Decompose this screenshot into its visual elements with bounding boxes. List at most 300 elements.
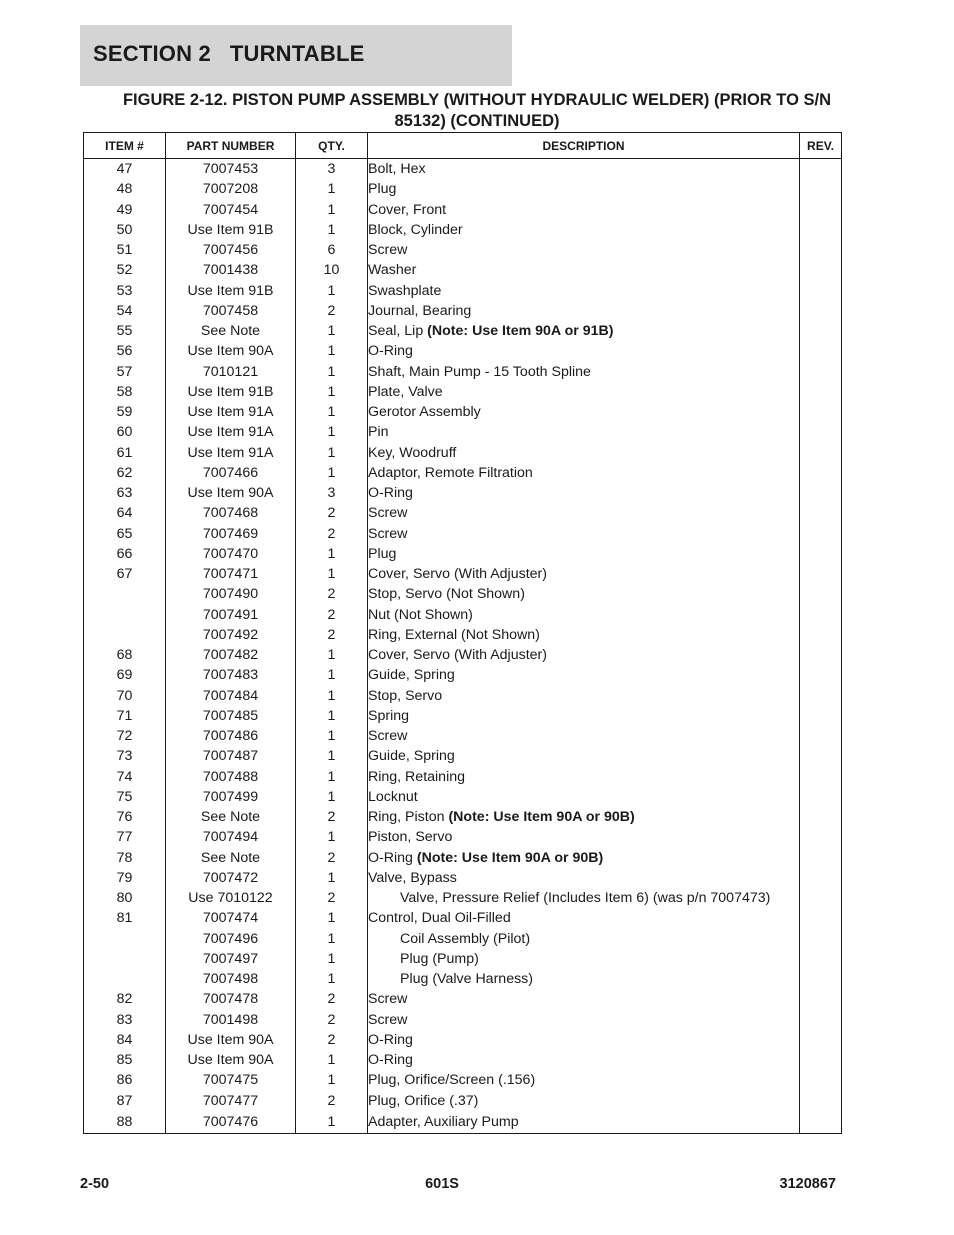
table-row [84,929,842,949]
item-cell: 67 [84,564,166,584]
table-row [84,584,842,604]
item-cell: 59 [84,402,166,422]
part-number-cell: 7007208 [166,179,296,199]
qty-cell: 1 [296,281,368,301]
qty-cell: 1 [296,868,368,888]
table-row [84,665,842,685]
header-part-number: PART NUMBER [166,133,296,159]
description-text: Key, Woodruff [368,444,457,461]
part-number-cell: 7007484 [166,686,296,706]
description-cell [368,443,800,463]
rev-cell [800,969,842,989]
figure-title-line-1: FIGURE 2-12. PISTON PUMP ASSEMBLY (WITHOUT HYDRAULIC WELDER) (PRIOR TO S/N [122,91,832,109]
qty-cell: 2 [296,888,368,908]
table-row [84,463,842,483]
description-note: (Note: Use Item 90A or 91B) [427,323,614,339]
rev-cell [800,584,842,604]
rev-cell [800,605,842,625]
part-number-cell: 7007475 [166,1070,296,1090]
description-cell [368,301,800,321]
item-cell: 73 [84,746,166,766]
description-cell [368,483,800,503]
qty-cell: 1 [296,422,368,442]
table-row [84,422,842,442]
table-row [84,341,842,361]
description-cell [368,281,800,301]
table-row [84,969,842,989]
rev-cell [800,949,842,969]
description-text: Gerotor Assembly [368,404,481,420]
table-row [84,1111,842,1134]
description-cell [368,625,800,645]
item-cell: 49 [84,200,166,220]
description-cell [368,159,800,180]
description-cell [368,969,800,989]
qty-cell: 1 [296,645,368,665]
table-row [84,544,842,564]
description-text: Plug, Orifice (.37) [368,1092,479,1109]
part-number-cell: 7007483 [166,665,296,685]
description-text: Ring, External (Not Shown) [368,626,540,643]
qty-cell: 1 [296,746,368,766]
rev-cell [800,888,842,908]
rev-cell [800,706,842,726]
qty-cell: 2 [296,848,368,868]
description-text: Block, Cylinder [368,221,463,238]
rev-cell [800,362,842,382]
description-text: Bolt, Hex [368,161,426,177]
table-row [84,260,842,280]
table-row [84,787,842,807]
description-cell [368,686,800,706]
description-cell [368,1010,800,1030]
rev-cell [800,341,842,361]
part-number-cell: 7007499 [166,787,296,807]
part-number-cell: 7007491 [166,605,296,625]
description-text: Plug [368,545,397,562]
part-number-cell: 7007496 [166,929,296,949]
table-row [84,767,842,787]
part-number-cell: 7007486 [166,726,296,746]
item-cell: 64 [84,503,166,523]
description-text: Valve, Pressure Relief (Includes Item 6) (was p/n 7007473) [400,890,771,906]
rev-cell [800,686,842,706]
item-cell: 71 [84,706,166,726]
section-header [80,25,512,86]
figure-title-line-2: 85132) (CONTINUED) [394,112,560,130]
part-number-cell: 7007458 [166,301,296,321]
qty-cell: 6 [296,240,368,260]
qty-cell: 1 [296,179,368,199]
description-text: Stop, Servo (Not Shown) [368,586,525,603]
description-cell [368,422,800,442]
description-text: Spring [368,707,410,724]
rev-cell [800,200,842,220]
description-cell [368,1111,800,1134]
item-cell: 82 [84,989,166,1009]
description-text: Adapter, Auxiliary Pump [368,1113,519,1130]
item-cell: 53 [84,281,166,301]
qty-cell: 1 [296,969,368,989]
description-text: Plug [368,181,397,198]
qty-cell: 1 [296,767,368,787]
description-cell [368,848,800,868]
rev-cell [800,645,842,665]
description-cell [368,1030,800,1050]
description-cell [368,908,800,928]
description-text: Screw [368,728,408,744]
rev-cell [800,1010,842,1030]
description-text: Cover, Front [368,201,447,218]
qty-cell: 2 [296,1091,368,1111]
rev-cell [800,787,842,807]
description-text: Plate, Valve [368,383,443,400]
description-text: Pin [368,424,389,441]
table-row [84,220,842,240]
table-row [84,605,842,625]
table-row [84,1070,842,1090]
item-cell: 65 [84,524,166,544]
item-cell [84,929,166,949]
rev-cell [800,1091,842,1111]
description-cell [368,726,800,746]
rev-cell [800,463,842,483]
rev-cell [800,503,842,523]
item-cell: 80 [84,888,166,908]
qty-cell: 1 [296,382,368,402]
rev-cell [800,989,842,1009]
description-cell [368,807,800,827]
description-cell [368,767,800,787]
description-text: Screw [368,505,408,522]
part-number-cell: 7007494 [166,827,296,847]
qty-cell: 1 [296,1050,368,1070]
rev-cell [800,827,842,847]
qty-cell: 2 [296,605,368,625]
part-number-cell: 7007497 [166,949,296,969]
description-cell [368,827,800,847]
part-number-cell: 7007471 [166,564,296,584]
item-cell: 76 [84,807,166,827]
item-cell: 84 [84,1030,166,1050]
qty-cell: 1 [296,220,368,240]
header-rev: REV. [800,133,842,159]
table-row [84,645,842,665]
description-text: Journal, Bearing [368,302,472,319]
rev-cell [800,402,842,422]
qty-cell: 1 [296,726,368,746]
table-row [84,200,842,220]
qty-cell: 1 [296,321,368,341]
qty-cell: 2 [296,1010,368,1030]
rev-cell [800,260,842,280]
footer-document-number: 3120867 [779,1176,836,1192]
part-number-cell: Use 7010122 [166,888,296,908]
item-cell: 57 [84,362,166,382]
table-header-row [84,133,842,159]
description-text: Stop, Servo [368,687,443,704]
description-text: O-Ring [368,849,417,866]
table-row [84,524,842,544]
item-cell: 54 [84,301,166,321]
part-number-cell: See Note [166,807,296,827]
rev-cell [800,726,842,746]
rev-cell [800,159,842,180]
part-number-cell: 7007485 [166,706,296,726]
part-number-cell: 7007490 [166,584,296,604]
part-number-cell: 7007474 [166,908,296,928]
description-cell [368,888,800,908]
qty-cell: 1 [296,706,368,726]
rev-cell [800,321,842,341]
item-cell [84,584,166,604]
description-text: Plug (Pump) [400,950,479,967]
part-number-cell: Use Item 91A [166,402,296,422]
item-cell: 47 [84,159,166,180]
item-cell: 69 [84,665,166,685]
qty-cell: 1 [296,443,368,463]
qty-cell: 2 [296,503,368,523]
qty-cell: 1 [296,564,368,584]
item-cell [84,605,166,625]
part-number-cell: 7001438 [166,260,296,280]
description-text: Cover, Servo (With Adjuster) [368,566,547,582]
description-cell [368,240,800,260]
part-number-cell: 7007454 [166,200,296,220]
description-cell [368,200,800,220]
description-cell [368,402,800,422]
parts-table [83,132,842,1134]
description-cell [368,989,800,1009]
rev-cell [800,625,842,645]
description-cell [368,949,800,969]
item-cell: 79 [84,868,166,888]
description-text: Screw [368,991,408,1008]
qty-cell: 1 [296,686,368,706]
description-cell [368,787,800,807]
rev-cell [800,746,842,766]
item-cell: 81 [84,908,166,928]
description-cell [368,382,800,402]
item-cell: 48 [84,179,166,199]
description-cell [368,564,800,584]
description-cell [368,321,800,341]
qty-cell: 1 [296,463,368,483]
description-text: Washer [368,262,417,279]
header-item: ITEM # [84,133,166,159]
part-number-cell: 7007488 [166,767,296,787]
item-cell: 72 [84,726,166,746]
description-text: Adaptor, Remote Filtration [368,464,533,481]
part-number-cell: Use Item 90A [166,341,296,361]
qty-cell: 1 [296,362,368,382]
part-number-cell: 7007469 [166,524,296,544]
description-cell [368,463,800,483]
description-text: Seal, Lip [368,323,428,339]
description-cell [368,503,800,523]
part-number-cell: Use Item 90A [166,1030,296,1050]
part-number-cell: 7007470 [166,544,296,564]
description-text: O-Ring [368,343,413,360]
item-cell: 56 [84,341,166,361]
item-cell: 58 [84,382,166,402]
rev-cell [800,422,842,442]
table-row [84,989,842,1009]
part-number-cell: 7007477 [166,1091,296,1111]
table-row [84,321,842,341]
table-row [84,301,842,321]
rev-cell [800,1030,842,1050]
rev-cell [800,848,842,868]
part-number-cell: Use Item 91A [166,422,296,442]
table-row [84,362,842,382]
description-text: Plug, Orifice/Screen (.156) [368,1072,536,1089]
qty-cell: 1 [296,908,368,928]
item-cell: 85 [84,1050,166,1070]
description-cell [368,260,800,280]
table-row [84,908,842,928]
part-number-cell: Use Item 91A [166,443,296,463]
item-cell: 87 [84,1091,166,1111]
rev-cell [800,767,842,787]
part-number-cell: 7007456 [166,240,296,260]
rev-cell [800,443,842,463]
qty-cell: 2 [296,301,368,321]
qty-cell: 2 [296,584,368,604]
table-row [84,746,842,766]
item-cell [84,625,166,645]
description-text: Guide, Spring [368,667,455,684]
table-row [84,402,842,422]
table-row [84,726,842,746]
description-text: Screw [368,242,408,258]
part-number-cell: Use Item 91B [166,220,296,240]
rev-cell [800,301,842,321]
item-cell [84,949,166,969]
description-text: O-Ring [368,485,413,501]
rev-cell [800,1050,842,1070]
table-row [84,281,842,301]
table-row [84,1010,842,1030]
part-number-cell: 7007466 [166,463,296,483]
part-number-cell: Use Item 90A [166,1050,296,1070]
qty-cell: 1 [296,341,368,361]
description-cell [368,341,800,361]
rev-cell [800,564,842,584]
description-cell [368,544,800,564]
header-qty: QTY. [296,133,368,159]
description-text: Guide, Spring [368,748,455,765]
qty-cell: 10 [296,260,368,280]
footer-page-number: 2-50 [80,1176,110,1192]
qty-cell: 2 [296,1030,368,1050]
item-cell: 52 [84,260,166,280]
description-cell [368,706,800,726]
description-cell [368,929,800,949]
qty-cell: 1 [296,1111,368,1134]
part-number-cell: 7007468 [166,503,296,523]
qty-cell: 1 [296,929,368,949]
qty-cell: 1 [296,200,368,220]
item-cell: 60 [84,422,166,442]
part-number-cell: Use Item 90A [166,483,296,503]
table-row [84,848,842,868]
qty-cell: 3 [296,483,368,503]
part-number-cell: 7007492 [166,625,296,645]
qty-cell: 2 [296,625,368,645]
item-cell: 50 [84,220,166,240]
description-cell [368,605,800,625]
rev-cell [800,1111,842,1134]
rev-cell [800,483,842,503]
item-cell: 51 [84,240,166,260]
rev-cell [800,807,842,827]
qty-cell: 2 [296,807,368,827]
description-note: (Note: Use Item 90A or 90B) [416,849,604,866]
description-cell [368,524,800,544]
table-row [84,1030,842,1050]
description-cell [368,1050,800,1070]
item-cell: 78 [84,848,166,868]
qty-cell: 1 [296,787,368,807]
item-cell: 61 [84,443,166,463]
table-row [84,807,842,827]
description-cell [368,1091,800,1111]
description-cell [368,1070,800,1090]
table-row [84,564,842,584]
item-cell: 55 [84,321,166,341]
part-number-cell: 7007453 [166,159,296,180]
part-number-cell: 7007478 [166,989,296,1009]
description-note: (Note: Use Item 90A or 90B) [448,809,635,825]
description-cell [368,179,800,199]
table-row [84,240,842,260]
table-row [84,686,842,706]
part-number-cell: 7001498 [166,1010,296,1030]
qty-cell: 1 [296,827,368,847]
description-cell [368,746,800,766]
description-cell [368,584,800,604]
table-row [84,888,842,908]
table-row [84,382,842,402]
qty-cell: 2 [296,524,368,544]
table-row [84,483,842,503]
description-text: O-Ring [368,1052,413,1068]
table-row [84,625,842,645]
part-number-cell: 7010121 [166,362,296,382]
item-cell: 86 [84,1070,166,1090]
qty-cell: 1 [296,665,368,685]
description-text: Cover, Servo (With Adjuster) [368,647,547,663]
qty-cell: 1 [296,402,368,422]
qty-cell: 1 [296,544,368,564]
description-cell [368,868,800,888]
table-row [84,949,842,969]
description-text: Shaft, Main Pump - 15 Tooth Spline [368,363,591,380]
table-row [84,503,842,523]
part-number-cell: 7007498 [166,969,296,989]
rev-cell [800,382,842,402]
qty-cell: 2 [296,989,368,1009]
description-cell [368,645,800,665]
description-cell [368,220,800,240]
item-cell: 68 [84,645,166,665]
rev-cell [800,220,842,240]
qty-cell: 1 [296,949,368,969]
table-row [84,159,842,180]
table-row [84,706,842,726]
description-text: O-Ring [368,1031,413,1048]
